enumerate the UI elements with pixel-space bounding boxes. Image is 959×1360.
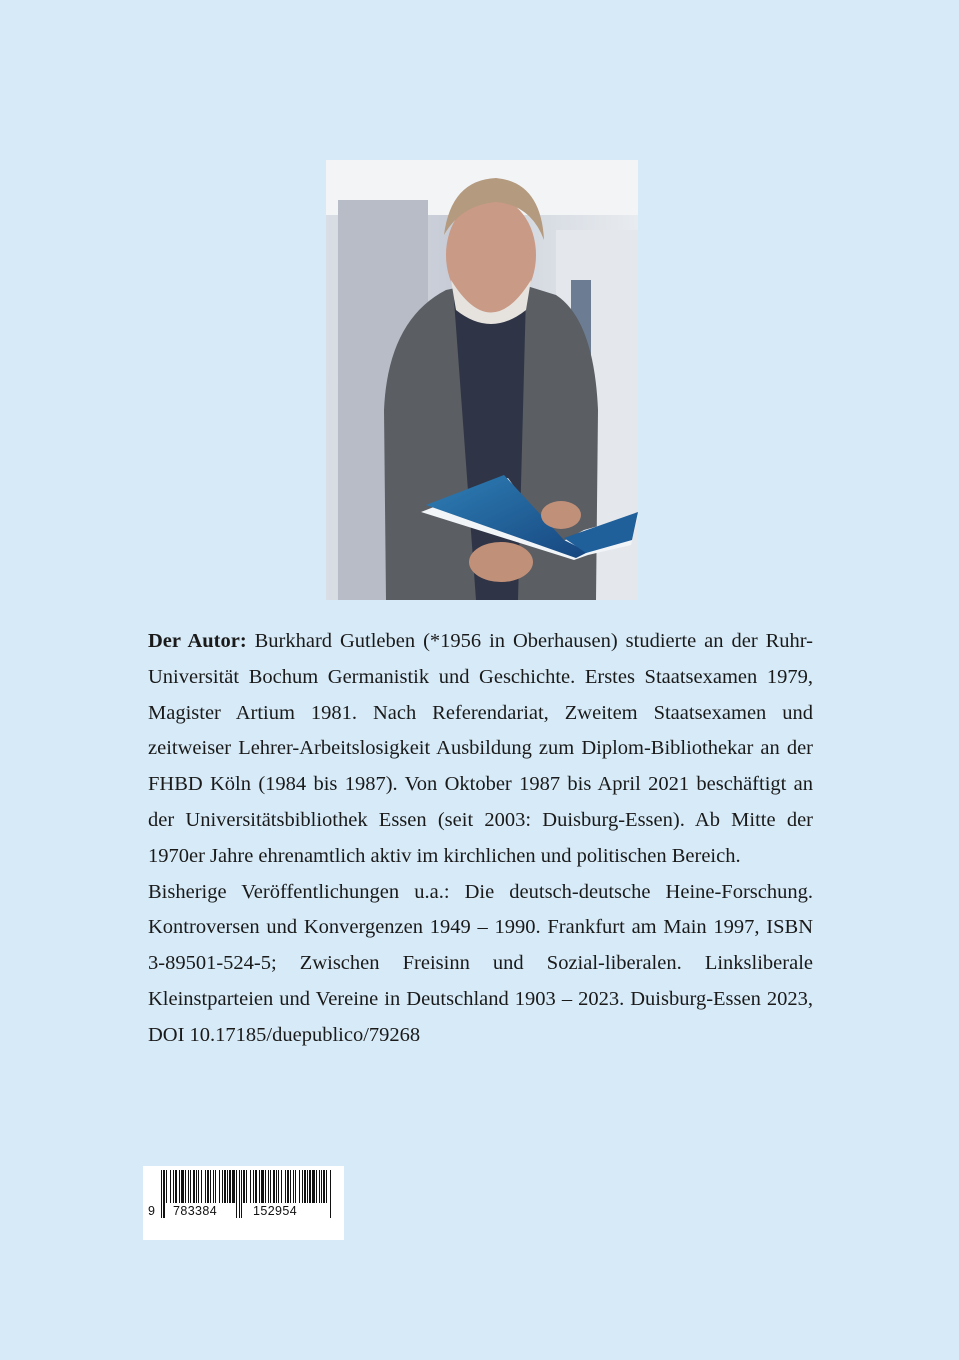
barcode-bar bbox=[210, 1170, 211, 1203]
barcode-bar bbox=[213, 1170, 214, 1203]
barcode-bar bbox=[273, 1170, 275, 1203]
barcode-bar bbox=[316, 1170, 317, 1203]
barcode-bar bbox=[190, 1170, 191, 1203]
barcode-bar bbox=[161, 1170, 162, 1218]
barcode-bar bbox=[243, 1170, 245, 1203]
barcode-bar bbox=[253, 1170, 254, 1203]
barcode-bar bbox=[270, 1170, 271, 1203]
barcode-bar bbox=[259, 1170, 260, 1203]
barcode-bar bbox=[293, 1170, 294, 1203]
barcode-bar bbox=[170, 1170, 171, 1203]
barcode-bar bbox=[246, 1170, 247, 1203]
barcode-bar bbox=[185, 1170, 186, 1203]
barcode-bar bbox=[304, 1170, 306, 1203]
barcode-bar bbox=[287, 1170, 289, 1203]
barcode-bar bbox=[227, 1170, 228, 1203]
barcode-bar bbox=[268, 1170, 269, 1203]
barcode-bar bbox=[232, 1170, 235, 1203]
barcode-bar bbox=[307, 1170, 308, 1203]
barcode-bar bbox=[239, 1170, 240, 1218]
barcode-bar bbox=[222, 1170, 223, 1203]
barcode-bar bbox=[179, 1170, 180, 1203]
barcode-bar bbox=[181, 1170, 184, 1203]
barcode-bar bbox=[215, 1170, 216, 1203]
barcode-bar bbox=[219, 1170, 220, 1203]
barcode-bar bbox=[265, 1170, 266, 1203]
barcode-bar bbox=[193, 1170, 195, 1203]
barcode-bar bbox=[295, 1170, 296, 1203]
barcode-bar bbox=[201, 1170, 202, 1203]
barcode-bar bbox=[173, 1170, 174, 1203]
barcode-bar bbox=[229, 1170, 231, 1203]
barcode-bar bbox=[312, 1170, 315, 1203]
barcode-bar bbox=[285, 1170, 286, 1203]
barcode-bar bbox=[236, 1170, 237, 1218]
barcode-bar bbox=[309, 1170, 311, 1203]
barcode-bar bbox=[330, 1170, 331, 1218]
barcode-bar bbox=[326, 1170, 327, 1203]
author-bio-paragraph bbox=[148, 624, 813, 875]
barcode-bar bbox=[163, 1170, 165, 1218]
barcode-bar bbox=[224, 1170, 226, 1203]
barcode-bar bbox=[241, 1170, 242, 1218]
barcode-bar bbox=[278, 1170, 279, 1203]
barcode-bar bbox=[175, 1170, 177, 1203]
barcode-right-digits: 152954 bbox=[253, 1204, 298, 1218]
isbn-barcode bbox=[143, 1166, 344, 1240]
barcode-bar bbox=[250, 1170, 251, 1203]
barcode-bar bbox=[321, 1170, 322, 1203]
barcode-bar bbox=[255, 1170, 257, 1203]
barcode-bar bbox=[323, 1170, 325, 1203]
barcode-bar bbox=[281, 1170, 282, 1203]
barcode-bar bbox=[290, 1170, 291, 1203]
barcode-bar bbox=[198, 1170, 199, 1203]
barcode-left-digits: 783384 bbox=[173, 1204, 218, 1218]
author-bio-text: Burkhard Gutleben (*1956 in Oberhausen) studierte an der Ruhr-Universität Bochum Germanistik und Geschichte. Erstes Staatsexamen 1979, Magister Artium 1981. Nach Referendariat, Zweitem Staatsexamen und zeitweiser Lehrer-Arbeitslosigkeit Ausbildung zum Diplom-Bibliothekar an der FHBD Köln (1984 bis 1987). Von Oktober 1987 bis April 2021 beschäftigt an der Universitätsbibliothek Essen (seit 2003: Duisburg-Essen). Ab Mitte der 1970er Jahre ehrenamtlich aktiv im kirchlichen und politischen Bereich. bbox=[148, 630, 813, 867]
barcode-bar bbox=[276, 1170, 277, 1203]
barcode-bar bbox=[319, 1170, 320, 1203]
barcode-bar bbox=[299, 1170, 300, 1203]
barcode-bar bbox=[205, 1170, 206, 1203]
barcode-bar bbox=[207, 1170, 209, 1203]
author-bio-section bbox=[148, 624, 813, 1054]
barcode-bar bbox=[196, 1170, 197, 1203]
barcode-bar bbox=[188, 1170, 189, 1203]
barcode-bars bbox=[143, 1166, 344, 1240]
publications-paragraph: Bisherige Veröffentlichungen u.a.: Die deutsch-deutsche Heine-Forschung. Kontroversen und Konvergenzen 1949 – 1990. Frankfurt am Main 1997, ISBN 3-89501-524-5; Zwischen Freisinn und Sozial-liberalen. Linksliberale Kleinstparteien und Vereine in Deutschland 1903 – 2023. Duisburg-Essen 2023, DOI 10.17185/duepublico/79268 bbox=[148, 880, 813, 1046]
author-label: Der Autor: bbox=[148, 630, 247, 652]
author-photo bbox=[326, 160, 638, 600]
barcode-bar bbox=[166, 1170, 167, 1203]
barcode-bar bbox=[261, 1170, 264, 1203]
barcode-first-digit: 9 bbox=[148, 1204, 156, 1218]
barcode-bar bbox=[302, 1170, 303, 1203]
